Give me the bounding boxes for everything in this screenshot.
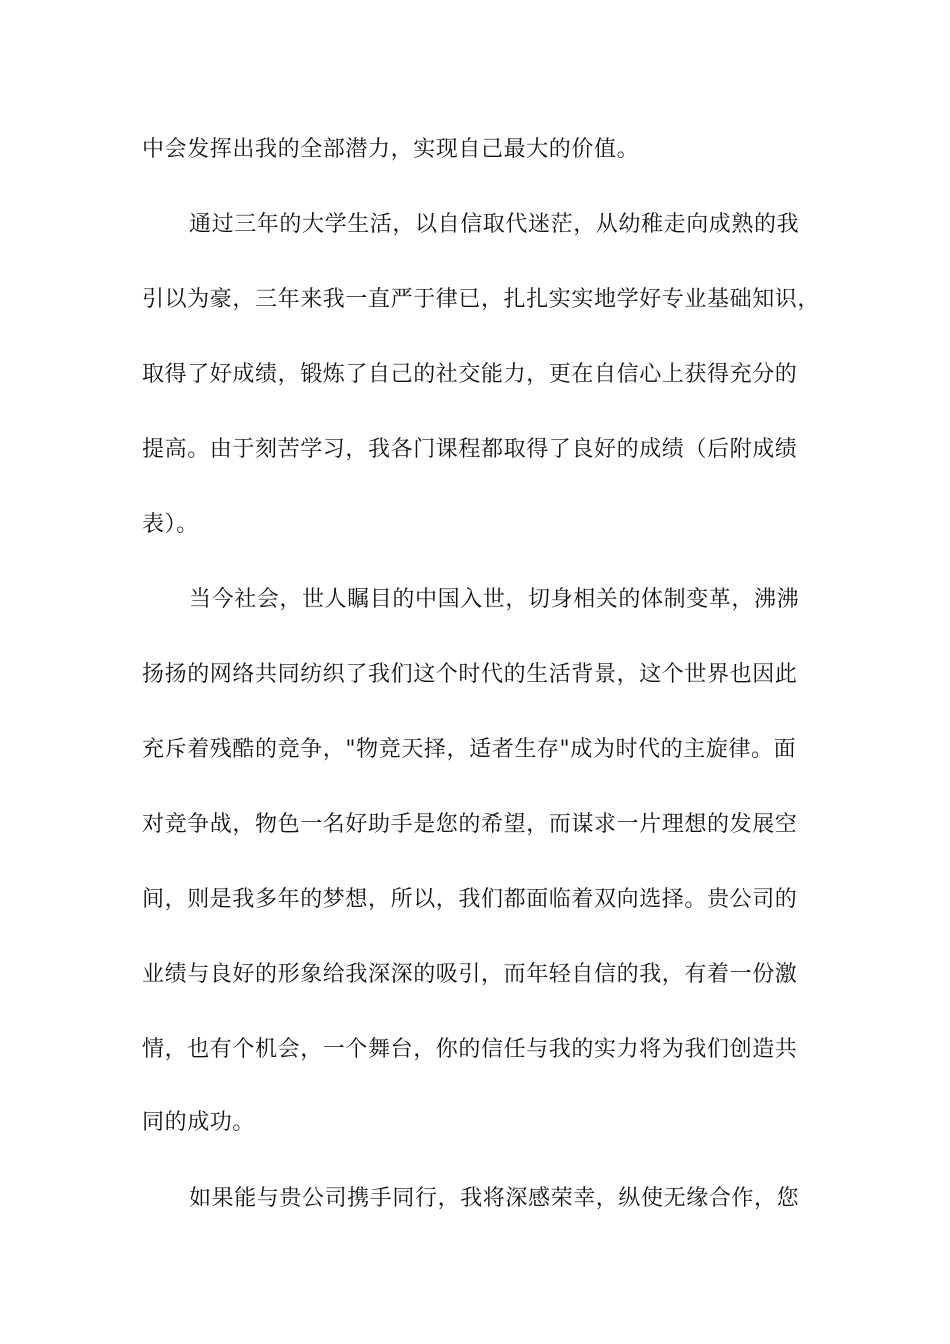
paragraph-first-line: 如果能与贵公司携手同行，我将深感荣幸，纵使无缘合作，您 (189, 1186, 800, 1211)
paragraph-first-line: 当今社会，世人瞩目的中国入世，切身相关的体制变革，沸沸 (189, 587, 800, 612)
text-line: 同的成功。 (142, 1110, 256, 1135)
text-line: 业绩与良好的形象给我深深的吸引，而年轻自信的我，有着一份激 (142, 962, 798, 987)
paragraph-first-line: 通过三年的大学生活，以自信取代迷茫，从幼稚走向成熟的我 (189, 212, 800, 237)
text-line: 提高。由于刻苦学习，我各门课程都取得了良好的成绩（后附成绩 (142, 437, 798, 462)
text-line: 间，则是我多年的梦想，所以，我们都面临着双向选择。贵公司的 (142, 887, 798, 912)
text-line: 表）。 (142, 512, 199, 537)
text-line: 取得了好成绩，锻炼了自己的社交能力，更在自信心上获得充分的 (142, 362, 798, 387)
text-line: 对竞争战，物色一名好助手是您的希望，而谋求一片理想的发展空 (142, 812, 798, 837)
text-line: 充斥着残酷的竞争，"物竞天择，适者生存"成为时代的主旋律。面 (142, 737, 797, 762)
text-line: 扬扬的网络共同纺织了我们这个时代的生活背景，这个世界也因此 (142, 662, 798, 687)
text-line: 引以为豪，三年来我一直严于律已，扎扎实实地学好专业基础知识， (142, 287, 821, 312)
text-line: 情，也有个机会，一个舞台，你的信任与我的实力将为我们创造共 (142, 1037, 798, 1062)
text-line: 中会发挥出我的全部潜力，实现自己最大的价值。 (142, 137, 640, 162)
